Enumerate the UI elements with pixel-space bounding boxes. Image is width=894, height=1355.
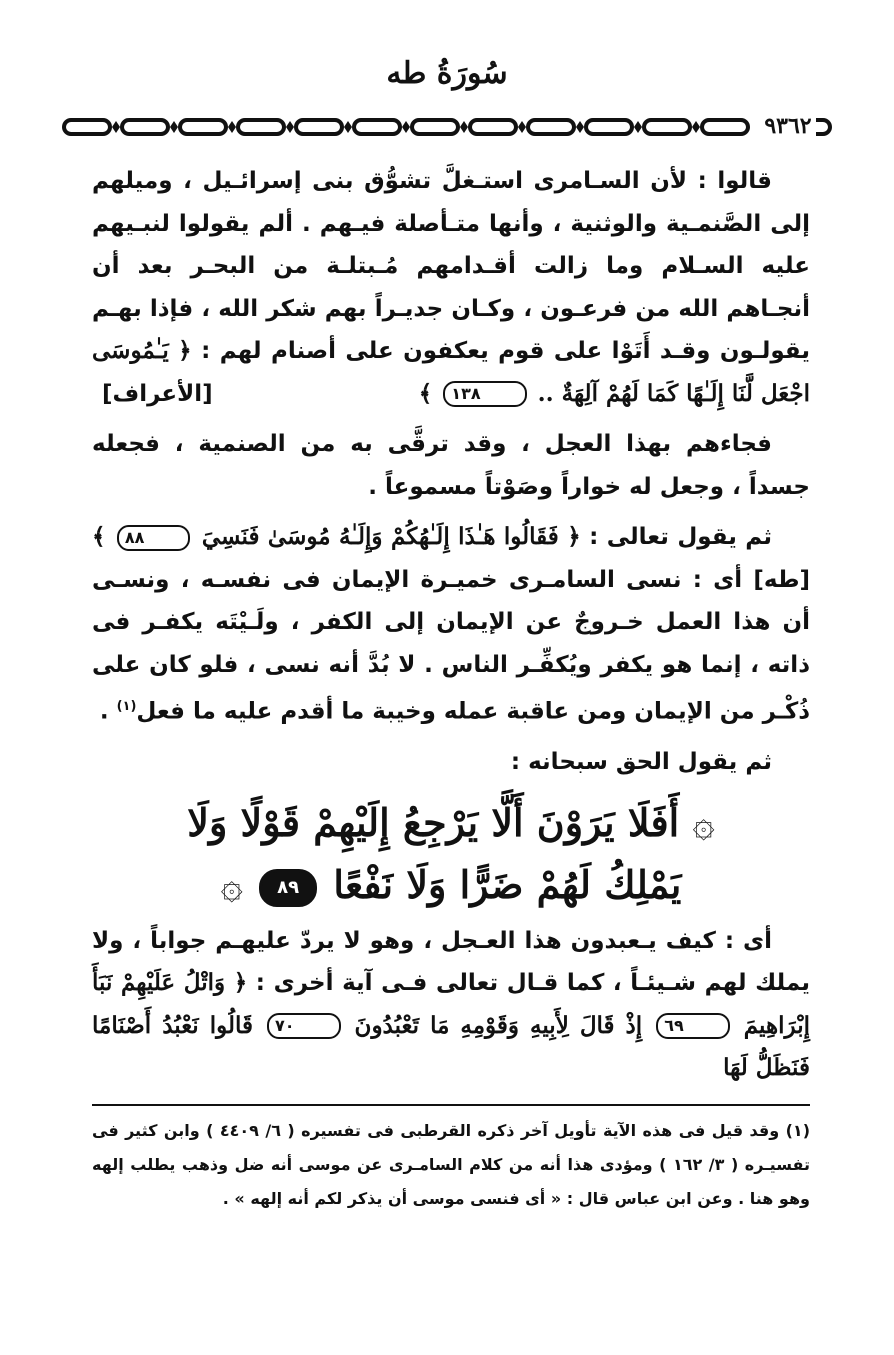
quran-verse: ﴿ يَـٰمُوسَى اجْعَل لَّنَا إِلَـٰهًا كَمَا لَهُمْ آلِهَةٌ .. (92, 337, 810, 407)
decorative-header-band (60, 112, 836, 142)
footnotes (92, 1114, 810, 1216)
footnote-divider (92, 1104, 810, 1106)
paragraph-text: أى : كيف يـعبدون هذا العـجل ، وهو لا يردّ عليهـم جواباً ، ولا يملك لهم شـيئـاً ، كما قـال تعالى فـى آية أخرى : (92, 927, 810, 997)
verse-open-ornament-icon: ۞ (692, 800, 715, 845)
verse-close: ﴾ (418, 379, 433, 407)
paragraph-2: فجاءهم بهذا العجل ، وقد ترقَّى به من الصنمية ، فجعله جسداً ، وجعل له خواراً وصَوْتاً مسموعاً . (92, 431, 810, 500)
paragraph-1 (92, 160, 810, 415)
verse-source: [الأعراف] (102, 380, 213, 407)
ayah-number: ٦٩ (656, 1013, 730, 1039)
quran-verse-2: إِذْ قَالَ لِأَبِيهِ وَقَوْمِهِ مَا تَعْبُدُونَ (343, 1011, 643, 1039)
paragraph-end: . (99, 698, 117, 725)
footnote-1: (١) وقد قيل فى هذه الآية تأويل آخر ذكره القرطبى فى تفسيره ( ٦/ ٤٤٠٩ ) وابن كثير فى تفسيـره ( ٣/ ١٦٢ ) ومؤدى هذا أنه من كلام السامـرى عن موسى أنه ضل وذهب يطلب إلهه وهو هنا . وعن ابن عباس قال : « أى فنسى موسى أن يذكر لكم أنه إلهه » . (92, 1121, 811, 1208)
ayah-number: ٨٩ (259, 869, 317, 907)
quran-verse-3: قَالُوا نَعْبُدُ أَصْنَامًا فَنَظَلُّ لَهَا (92, 1011, 810, 1082)
paragraph-text: قالوا : لأن السـامرى استـغلَّ تشوُّق بنى إسرائـيل ، وميلهم إلى الصَّنمـية والوثنية ، وأنها متـأصلة فيـهم . ألم يقولوا لنبـيهم عليه السـلام وما زالت أقـدامهم مُـبتلـة من البحـر بعد أن أنجـاهم الله من فرعـون ، وكـان جديـراً بهم شكر الله ، فإذا بهـم يقولـون وقـد أَتَوْا على قوم يعكفون على أصنام لهم : (92, 168, 810, 364)
verse-line-2 (92, 854, 810, 916)
footnote-reference: (١) (116, 699, 137, 714)
quran-verse: ﴿ فَقَالُوا هَـٰذَا إِلَـٰهُكُمْ وَإِلَـٰهُ مُوسَىٰ فَنَسِيَ (193, 523, 581, 550)
verse-line-1-text: أَفَلَا يَرَوْنَ أَلَّا يَرْجِعُ إِلَيْهِمْ قَوْلًا وَلَا (187, 799, 680, 845)
ornament-chain-icon (60, 112, 836, 142)
surah-title: سُورَةُ طه (386, 56, 508, 91)
paragraph-text: [طه] أى : نسى السامـرى خميـرة الإيمان فى نفسـه ، ونسـى أن هذا العمل خـروجٌ عن الإيمان إلى الكفر ، ولَـيْتَه يكفـر فى ذاته ، إنما هو يكفر ويُكفِّـر الناس . لا بُدَّ أنه نسى ، فلو كان على ذُكْـر من الإيمان ومن عاقبة عمله وخيبة ما أقدم عليه ما فعل (92, 566, 810, 725)
verse-close: ﴾ (92, 523, 106, 550)
quran-verse: ﴿ وَاتْلُ عَلَيْهِمْ نَبَأَ إِبْرَاهِيمَ (92, 969, 810, 1039)
ayah-number: ٨٨ (117, 525, 191, 551)
paragraph-3 (92, 516, 810, 733)
page-body (92, 160, 810, 1098)
paragraph-intro: ثم يقول تعالى : (580, 524, 772, 550)
paragraph-4: ثم يقول الحق سبحانه : (510, 749, 772, 776)
verse-close-ornament-icon: ۞ (220, 862, 243, 907)
verse-line-2-text: يَمْلِكُ لَهُمْ ضَرًّا وَلَا نَفْعًا (333, 861, 682, 907)
verse-line-1 (92, 792, 810, 854)
paragraph-5 (92, 920, 810, 1090)
page-number: ٩٣٦٢ (760, 110, 816, 142)
ayah-number: ٧٠ (267, 1013, 341, 1039)
ayah-number: ١٣٨ (443, 381, 526, 407)
highlighted-verse (92, 792, 810, 916)
